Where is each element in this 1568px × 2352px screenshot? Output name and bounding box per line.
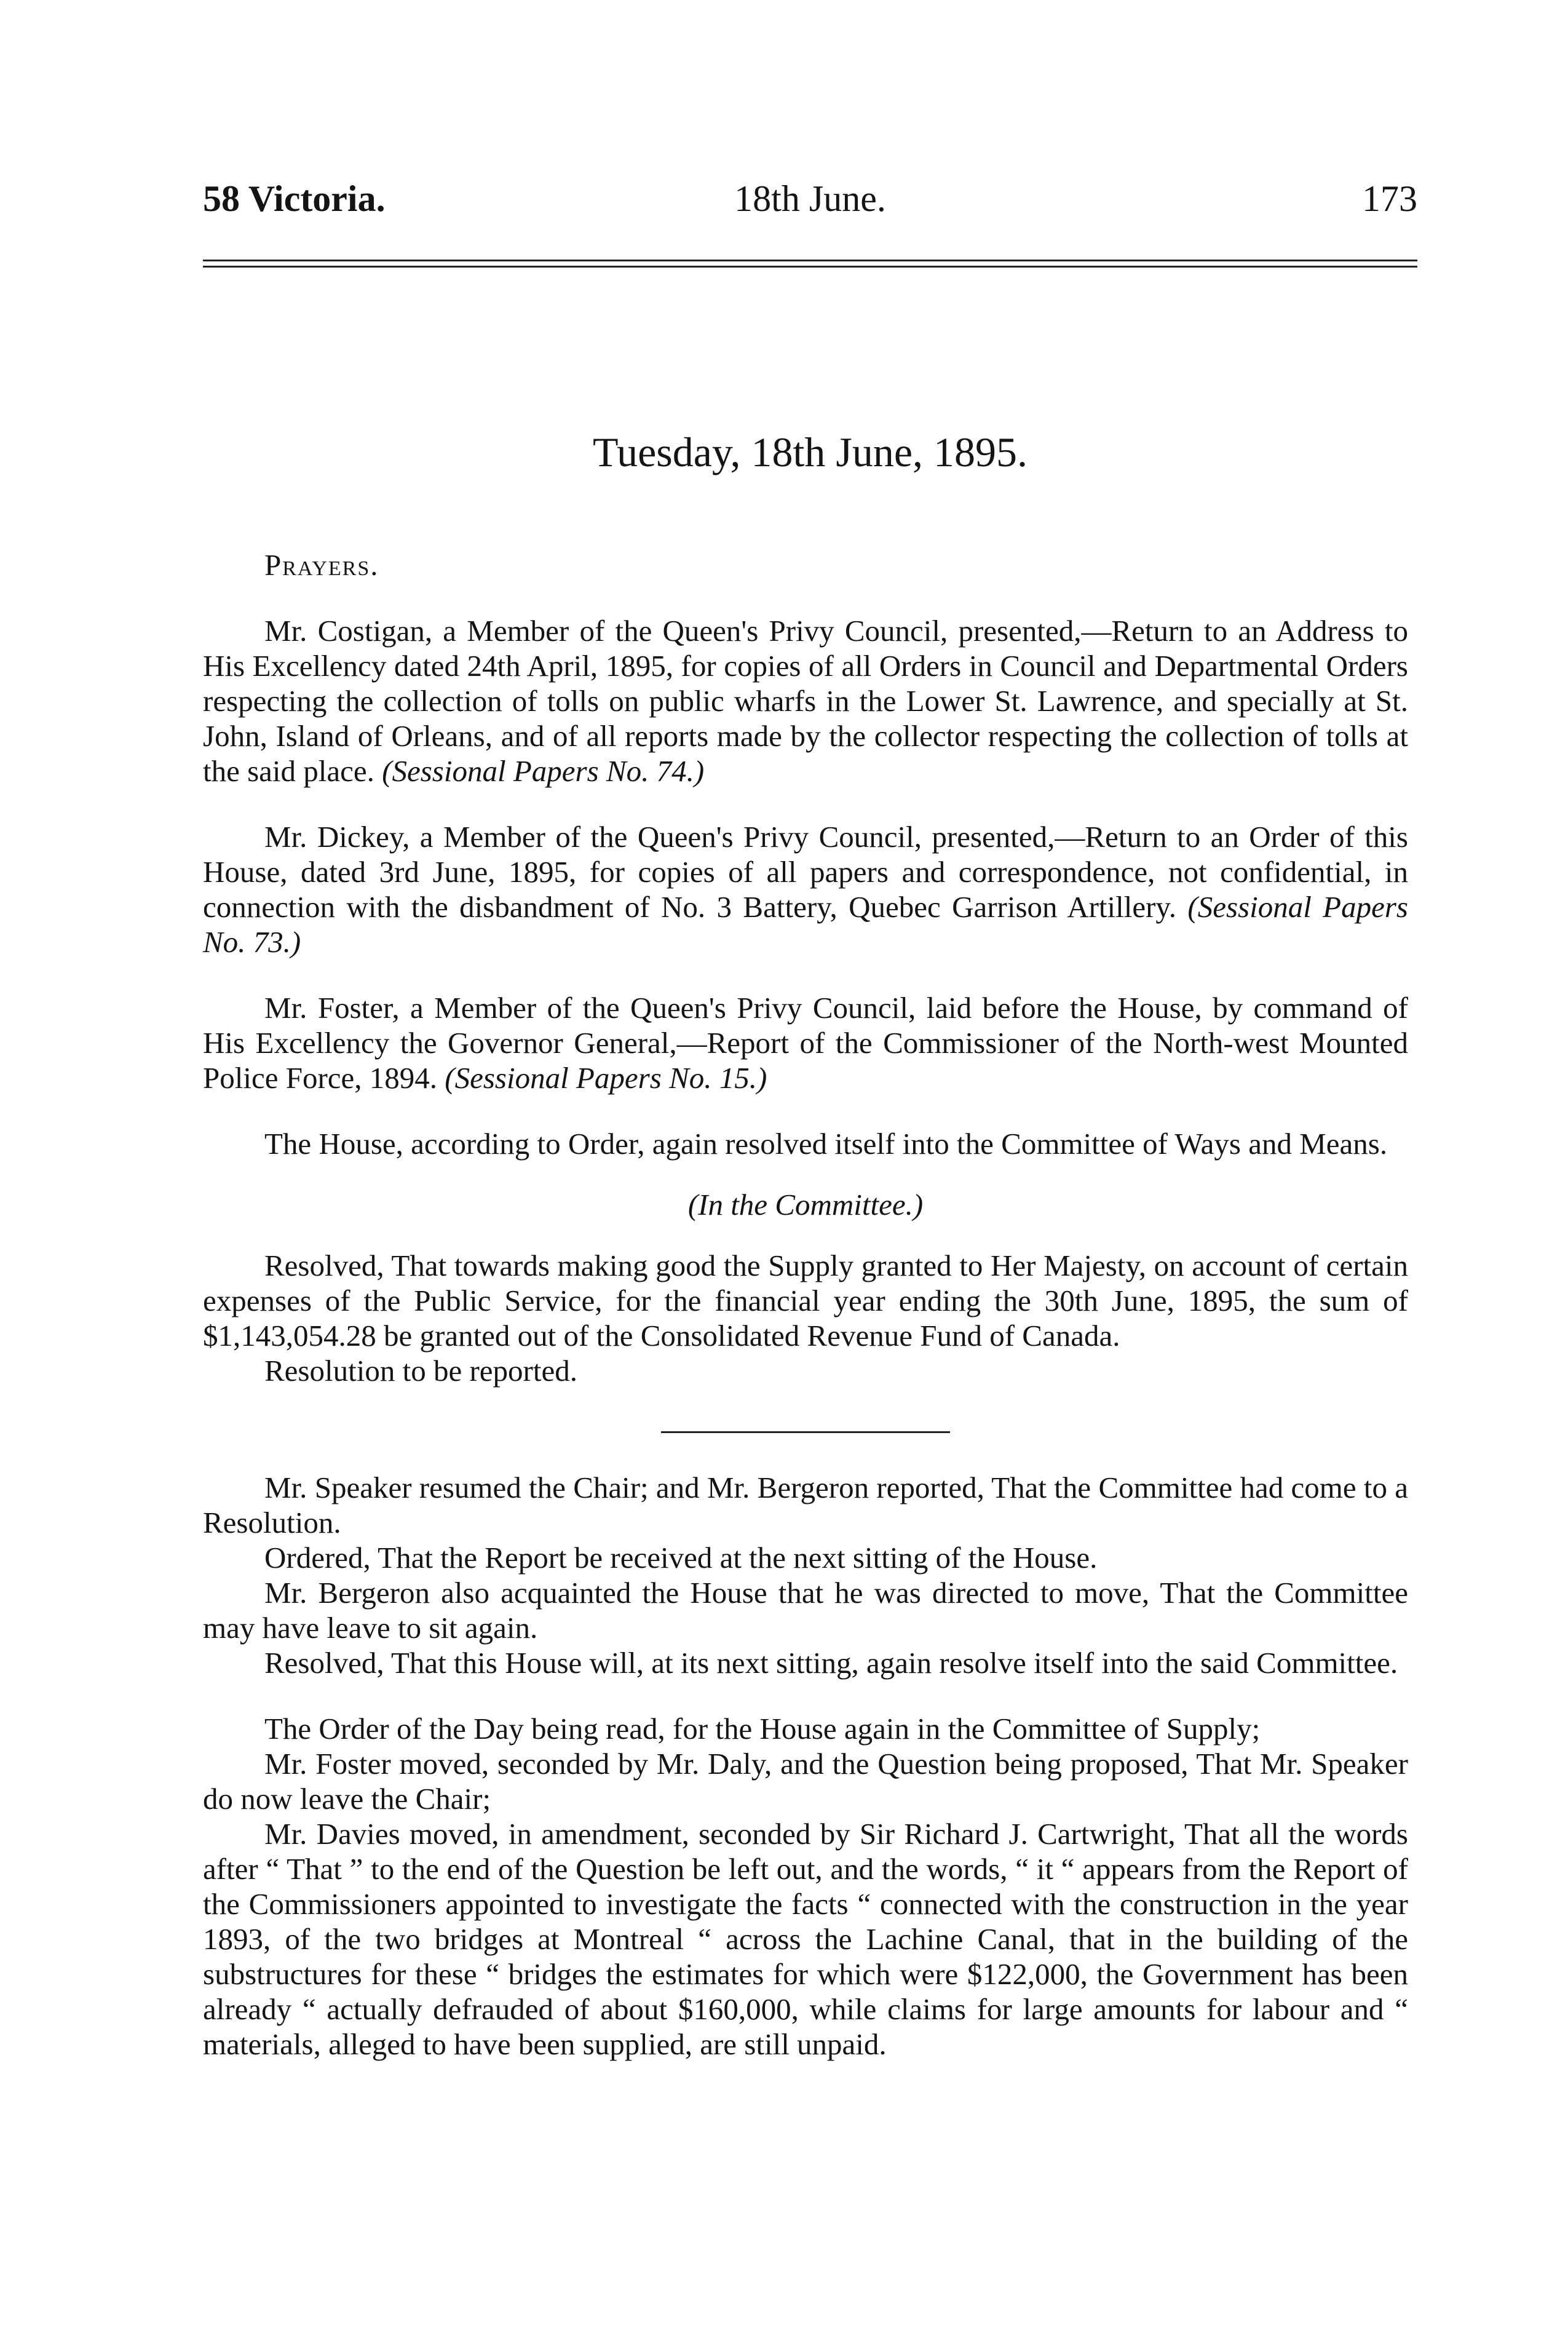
paragraph-resolved-supply: Resolved, That towards making good the Supply granted to Her Majesty, on account of certain expenses of the Public Service, for the financial year ending the 30th June, 1895, the sum of $1,143,054.28 be granted out of the Consolidated Revenue Fund of Canada.	[203, 1249, 1408, 1353]
paragraph-foster	[203, 990, 1408, 1095]
paragraph-resolution-reported: Resolution to be reported.	[264, 1354, 577, 1388]
prayers-heading: Prayers.	[264, 548, 379, 582]
paragraph-costigan-text: Mr. Costigan, a Member of the Queen's Privy Council, presented,—Return to an Address to His Excellency dated 24th April, 1895, for copies of all Orders in Council and Departmental Orders respecting the collection of tolls on public wharfs in the Lower St. Lawrence, and specially at St. John, Island of Orleans, and of all reports made by the collector respecting the collection of tolls at the said place.	[203, 614, 1408, 788]
header-rule-top	[203, 260, 1417, 261]
paragraph-dickey-text: Mr. Dickey, a Member of the Queen's Privy Council, presented,—Return to an Order of this House, dated 3rd June, 1895, for copies of all papers and correspondence, not confidential, in connection with the disbandment of No. 3 Battery, Quebec Garrison Artillery.	[203, 820, 1408, 924]
header-regnal-year: 58 Victoria.	[203, 178, 386, 219]
running-header	[203, 171, 1417, 226]
paragraph-order-of-day: The Order of the Day being read, for the House again in the Committee of Supply;	[264, 1712, 1261, 1746]
paragraph-house-committee: The House, according to Order, again resolved itself into the Committee of Ways and Means.	[264, 1127, 1388, 1161]
in-committee-heading: (In the Committee.)	[687, 1188, 924, 1222]
paragraph-bergeron-leave: Mr. Bergeron also acquainted the House that he was directed to move, That the Committee may have leave to sit again.	[203, 1576, 1408, 1645]
paragraph-speaker-resumed: Mr. Speaker resumed the Chair; and Mr. Bergeron reported, That the Committee had come to a Resolution.	[203, 1471, 1408, 1540]
section-divider	[661, 1431, 950, 1433]
paragraph-davies-amendment: Mr. Davies moved, in amendment, seconded by Sir Richard J. Cartwright, That all the words after “ That ” to the end of the Question be left out, and the words, “ it “ appears from the Report of the Commissioners appointed to investigate the facts “ connected with the construction in the year 1893, of the two bridges at Montreal “ across the Lachine Canal, that in the building of the substructures for these “ bridges the estimates for which were $122,000, the Government has been already “ actually defrauded of about $160,000, while claims for large amounts for labour and “ materials, alleged to have been supplied, are still unpaid.	[203, 1817, 1408, 2061]
sessional-paper-ref-15: (Sessional Papers No. 15.)	[445, 1061, 767, 1095]
paragraph-resolved-sitting: Resolved, That this House will, at its next sitting, again resolve itself into the said Committee.	[264, 1646, 1398, 1680]
header-rule-bottom	[203, 266, 1417, 268]
paragraph-foster-moved: Mr. Foster moved, seconded by Mr. Daly, and the Question being proposed, That Mr. Speaker do now leave the Chair;	[203, 1747, 1408, 1816]
sessional-paper-ref-74: (Sessional Papers No. 74.)	[382, 754, 705, 788]
paragraph-costigan	[203, 613, 1408, 789]
paragraph-dickey	[203, 819, 1408, 959]
journal-body	[203, 547, 1408, 2062]
page-number: 173	[1362, 178, 1417, 219]
sessional-paper-ref-73: (Sessional Papers No. 73.)	[203, 890, 1408, 959]
paragraph-ordered-report: Ordered, That the Report be received at the next sitting of the House.	[264, 1541, 1098, 1575]
paragraph-foster-text: Mr. Foster, a Member of the Queen's Privy Council, laid before the House, by command of His Excellency the Governor General,—Report of the Commissioner of the North-west Mounted Police Force, 1894.	[203, 991, 1408, 1095]
header-date: 18th June.	[734, 178, 886, 219]
day-heading: Tuesday, 18th June, 1895.	[592, 429, 1028, 475]
